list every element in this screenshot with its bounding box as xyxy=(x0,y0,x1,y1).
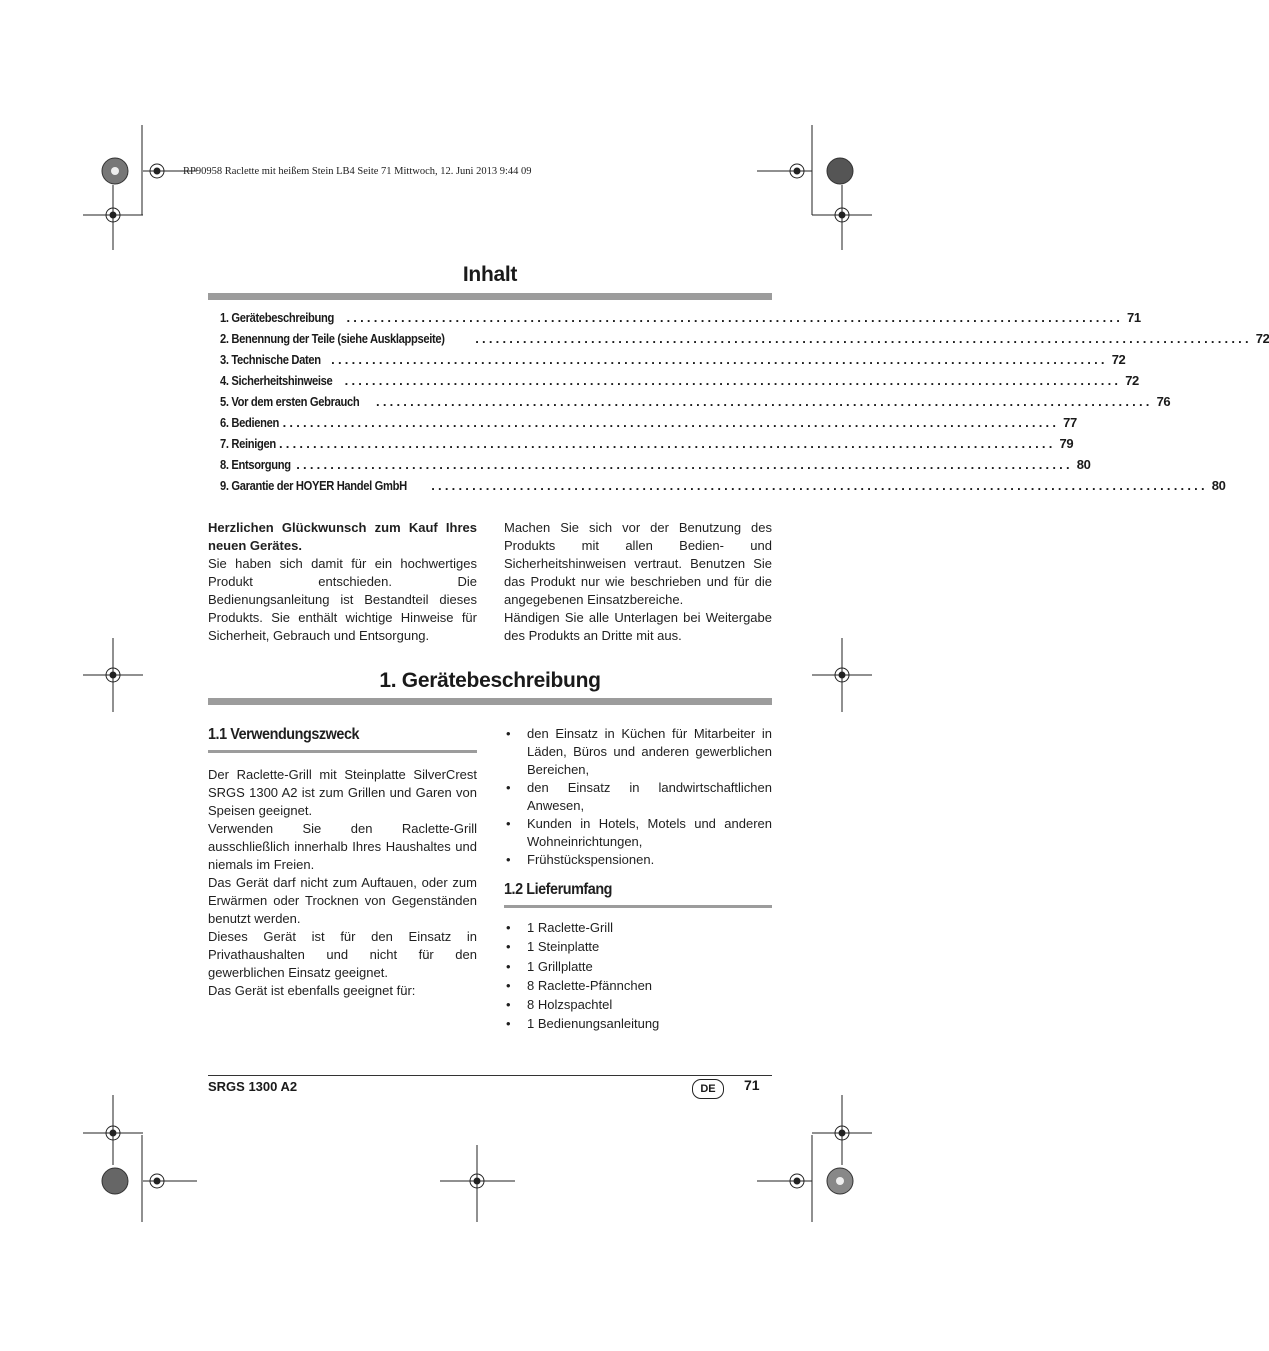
toc-leader: .................................................................................................................. xyxy=(475,331,1252,346)
intro-left-text: Sie haben sich damit für ein hochwertiges Produkt entschieden. Die Bedienungsanleitung ist Bestandteil dieses Produkts. Sie enthält wichtige Hinweise für Sicherheit, Gebrauch und Entsorgung. xyxy=(208,556,477,643)
language-badge: DE xyxy=(692,1079,724,1099)
footer-model: SRGS 1300 A2 xyxy=(208,1079,298,1094)
list-item: • Kunden in Hotels, Motels und anderen Wohneinrichtungen, xyxy=(504,815,772,851)
toc-page: 72 xyxy=(1111,352,1126,367)
footer-rule xyxy=(208,1075,772,1076)
intro-right-paragraph-1: Machen Sie sich vor der Benutzung des Produkts mit allen Bedien- und Sicherheitshinweisen vertraut. Benutzen Sie das Produkt nur wie beschrieben und für die angegebenen Einsatzbereiche. xyxy=(504,520,772,607)
subsection-title: 1.1 Verwendungszweck xyxy=(208,726,360,743)
intro-heading: Herzlichen Glückwunsch zum Kauf Ihres neuen Gerätes. xyxy=(208,520,477,553)
list-item: • Frühstückspensionen. xyxy=(504,851,772,869)
table-of-contents xyxy=(220,310,1269,499)
print-info-line: RP90958 Raclette mit heißem Stein LB4 Seite 71 Mittwoch, 12. Juni 2013 9:44 09 xyxy=(183,166,532,177)
list-item: • den Einsatz in Küchen für Mitarbeiter in Läden, Büros und anderen gewerblichen Bereichen, xyxy=(504,725,772,779)
toc-leader: .................................................................................................................. xyxy=(346,310,1124,325)
toc-leader: .................................................................................................................. xyxy=(278,436,1056,451)
toc-leader: .................................................................................................................. xyxy=(431,478,1208,493)
section-1-1 xyxy=(208,726,477,1000)
toc-entry[interactable] xyxy=(220,373,1139,394)
subsection-bar xyxy=(208,750,477,753)
toc-label: 4. Sicherheitshinweise xyxy=(220,373,333,388)
toc-leader: .................................................................................................................. xyxy=(376,394,1153,409)
toc-entry[interactable] xyxy=(220,394,1171,415)
list-item: • 1 Raclette-Grill xyxy=(504,918,772,937)
toc-label: 2. Benennung der Teile (siehe Ausklappseite) xyxy=(220,331,445,346)
list-item: • 8 Holzspachtel xyxy=(504,995,772,1014)
toc-leader: .................................................................................................................. xyxy=(344,373,1122,388)
toc-page: 72 xyxy=(1125,373,1139,388)
toc-label: 1. Gerätebeschreibung xyxy=(220,310,334,325)
toc-page: 80 xyxy=(1076,457,1091,472)
toc-leader: .................................................................................................................. xyxy=(296,457,1073,472)
toc-entry[interactable] xyxy=(220,457,1091,478)
toc-entry[interactable] xyxy=(220,436,1074,457)
delivery-list xyxy=(504,918,772,1034)
paragraph: Der Raclette-Grill mit Steinplatte SilverCrest SRGS 1300 A2 ist zum Grillen und Garen von Speisen geeignet. xyxy=(208,767,477,818)
toc-page: 80 xyxy=(1211,478,1226,493)
toc-label: 7. Reinigen xyxy=(220,436,276,451)
toc-leader: .................................................................................................................. xyxy=(282,415,1060,430)
paragraph: Verwenden Sie den Raclette-Grill ausschließlich innerhalb Ihres Haushaltes und niemals im Freien. xyxy=(208,821,477,872)
section-title: 1. Gerätebeschreibung xyxy=(379,669,601,692)
toc-entry[interactable] xyxy=(220,331,1269,352)
section-1-1-continued xyxy=(504,725,772,1034)
toc-page: 76 xyxy=(1156,394,1171,409)
toc-title-bar xyxy=(208,293,772,300)
toc-label: 9. Garantie der HOYER Handel GmbH xyxy=(220,478,407,493)
usage-list xyxy=(504,725,772,869)
toc-label: 3. Technische Daten xyxy=(220,352,321,367)
subsection-bar xyxy=(504,905,772,908)
toc-page: 77 xyxy=(1063,415,1077,430)
toc-label: 5. Vor dem ersten Gebrauch xyxy=(220,394,360,409)
page-number: 71 xyxy=(744,1077,760,1093)
toc-entry[interactable] xyxy=(220,352,1126,373)
toc-entry[interactable] xyxy=(220,478,1226,499)
list-item: • 1 Bedienungsanleitung xyxy=(504,1014,772,1033)
toc-label: 6. Bedienen xyxy=(220,415,279,430)
section-title-bar xyxy=(208,698,772,705)
toc-page: 79 xyxy=(1059,436,1074,451)
toc-title: Inhalt xyxy=(462,263,518,286)
paragraph: Das Gerät darf nicht zum Auftauen, oder zum Erwärmen oder Trocknen von Gegenständen benutzt werden. xyxy=(208,875,477,926)
list-item: • 8 Raclette-Pfännchen xyxy=(504,976,772,995)
list-item: • 1 Steinplatte xyxy=(504,937,772,956)
paragraph: Dieses Gerät ist für den Einsatz in Privathaushalten und nicht für den gewerblichen Einsatz geeignet. xyxy=(208,929,477,980)
toc-page: 71 xyxy=(1127,310,1141,325)
toc-entry[interactable] xyxy=(220,415,1077,436)
list-item: • 1 Grillplatte xyxy=(504,957,772,976)
toc-label: 8. Entsorgung xyxy=(220,457,291,472)
subsection-title: 1.2 Lieferumfang xyxy=(504,881,613,898)
toc-entry[interactable] xyxy=(220,310,1141,331)
list-item: • den Einsatz in landwirtschaftlichen Anwesen, xyxy=(504,779,772,815)
paragraph: Das Gerät ist ebenfalls geeignet für: xyxy=(208,983,416,998)
intro-right-column xyxy=(504,519,772,645)
intro-right-paragraph-2: Händigen Sie alle Unterlagen bei Weitergabe des Produkts an Dritte mit aus. xyxy=(504,610,772,643)
toc-leader: .................................................................................................................. xyxy=(331,352,1108,367)
toc-page: 72 xyxy=(1255,331,1269,346)
intro-left-column xyxy=(208,519,477,645)
